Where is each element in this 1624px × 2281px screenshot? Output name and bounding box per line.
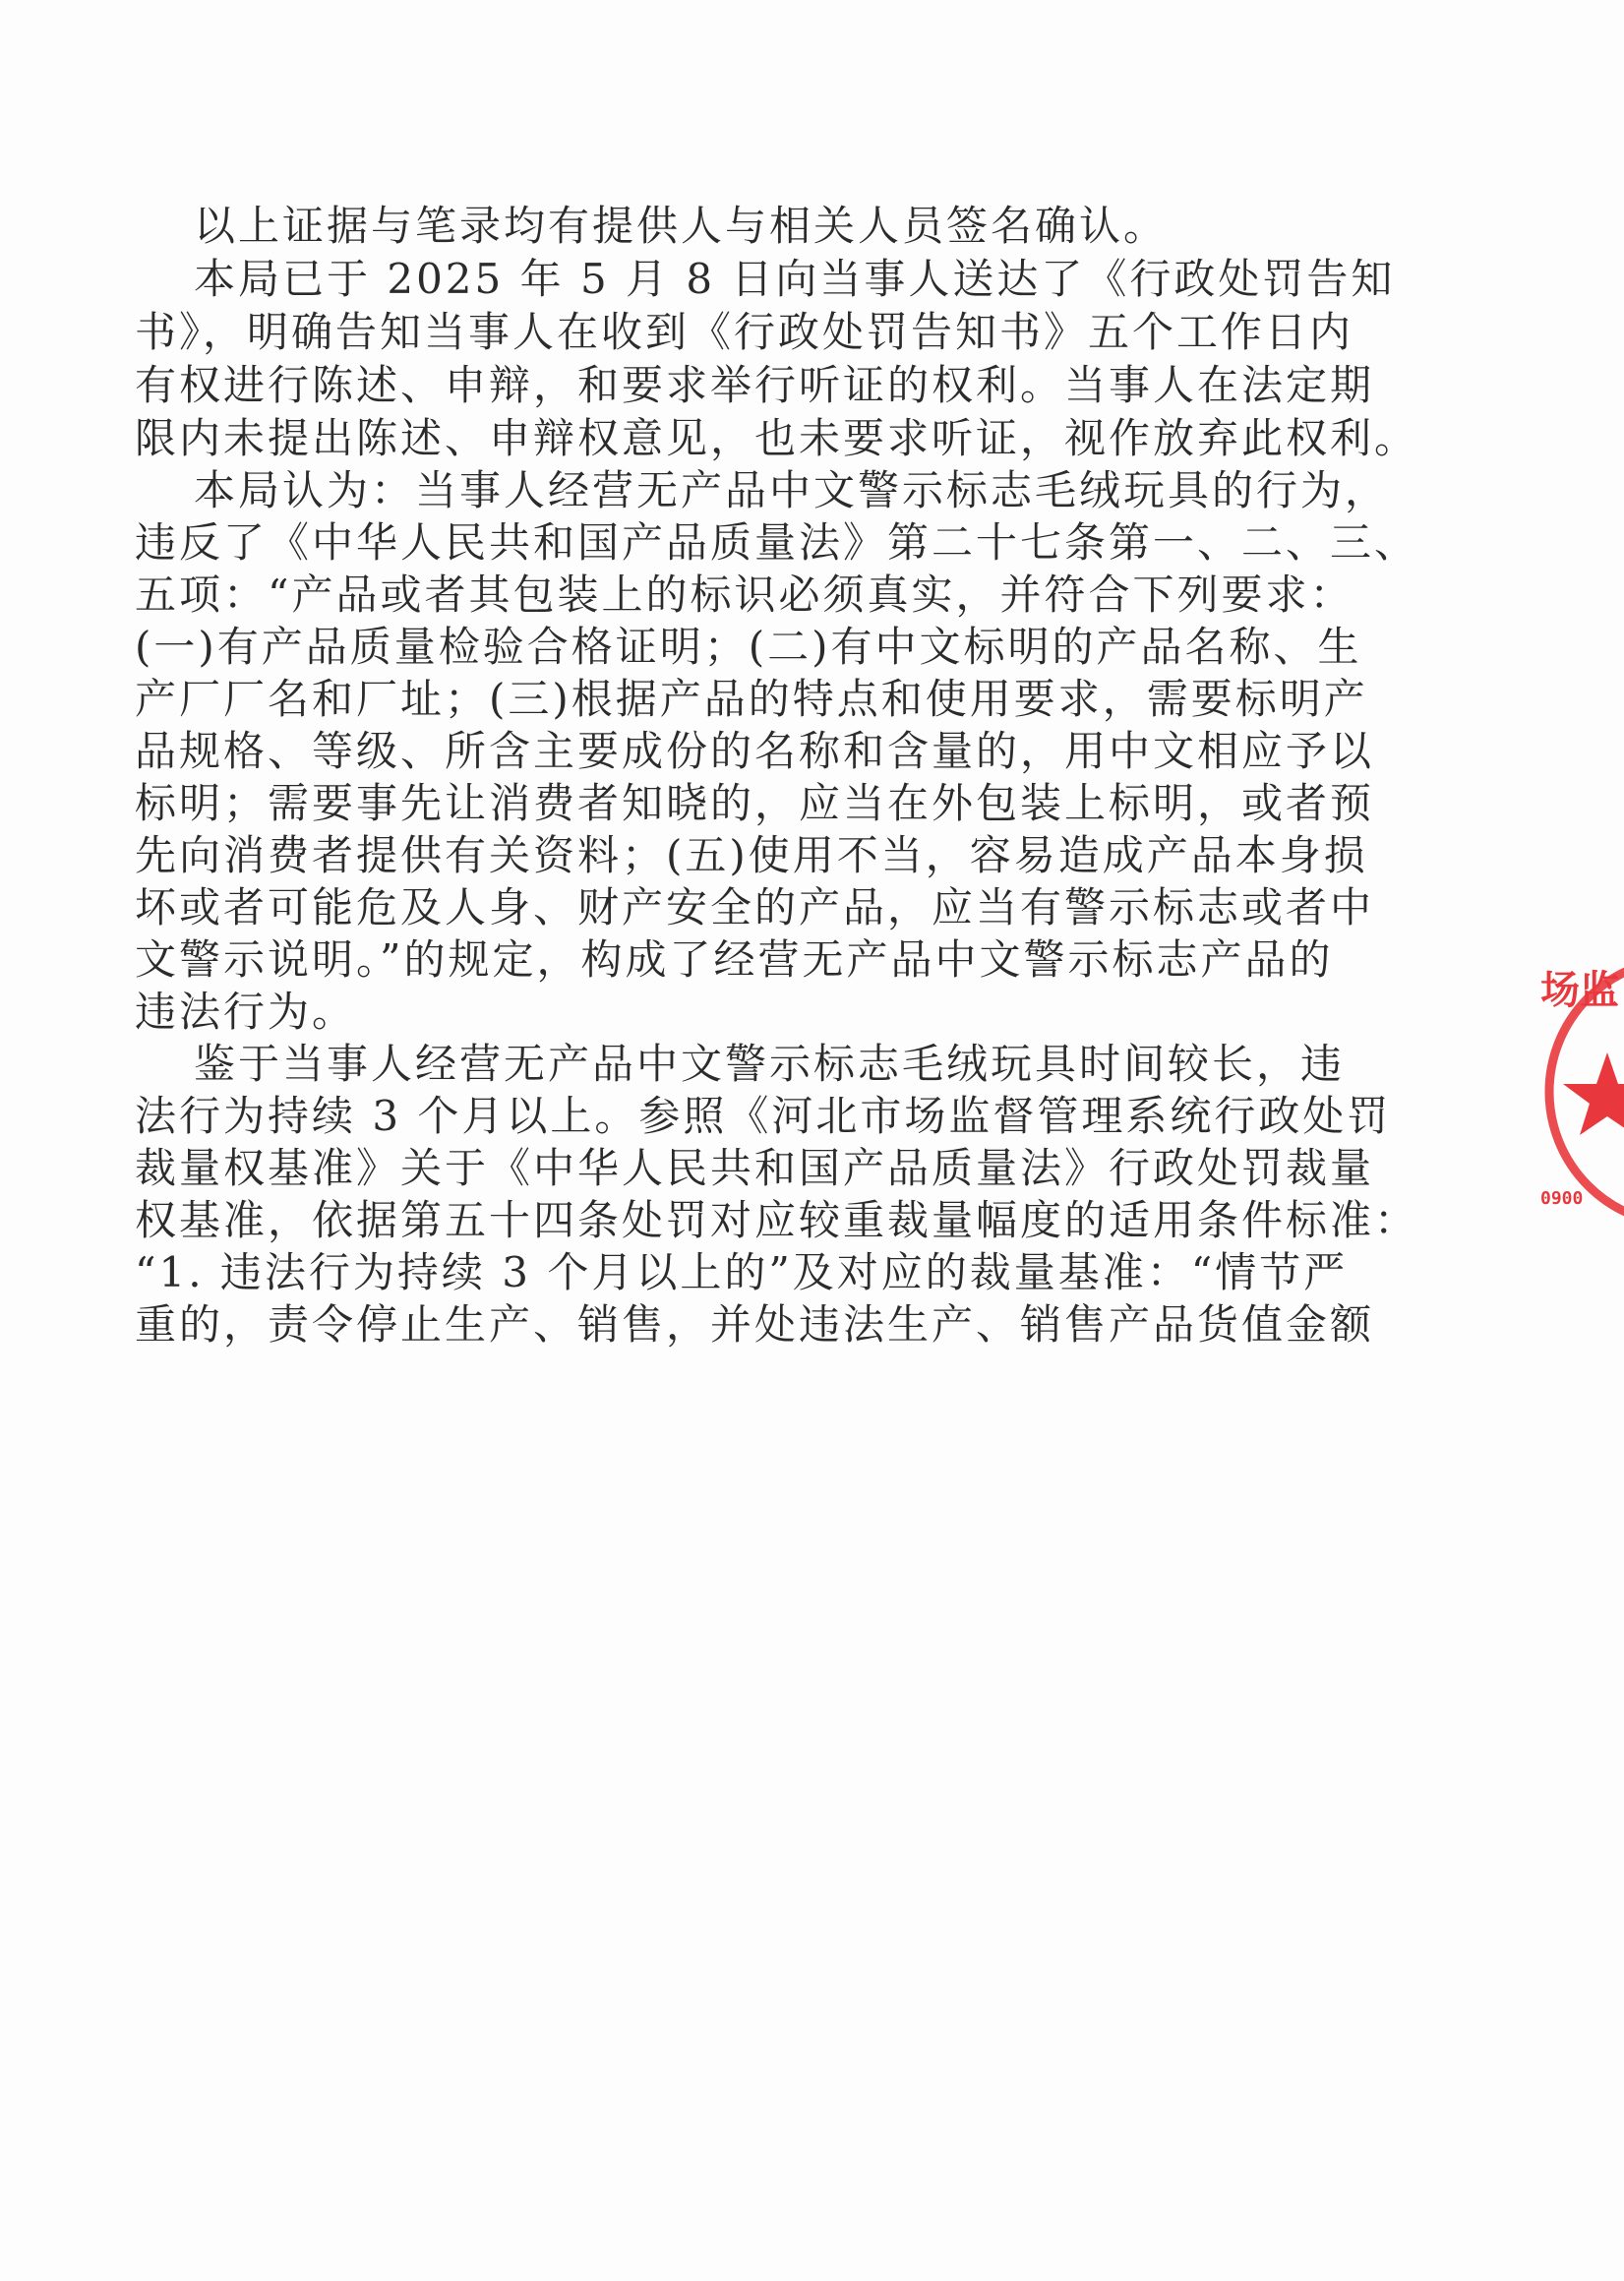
- seal-star-icon: [1563, 1052, 1624, 1135]
- text-line: 文警示说明。”的规定，构成了经营无产品中文警示标志产品的: [135, 935, 1334, 984]
- text-line: 本局认为：当事人经营无产品中文警示标志毛绒玩具的行为，: [194, 466, 1390, 514]
- text-line: 违法行为。: [135, 988, 357, 1036]
- text-line: 重的，责令停止生产、销售，并处违法生产、销售产品货值金额: [135, 1300, 1375, 1349]
- text-line: 权基准，依据第五十四条处罚对应较重裁量幅度的适用条件标准：: [135, 1196, 1419, 1244]
- text-line: 裁量权基准》关于《中华人民共和国产品质量法》行政处罚裁量: [135, 1144, 1375, 1192]
- text-line: 坏或者可能危及人身、财产安全的产品，应当有警示标志或者中: [135, 883, 1375, 931]
- text-line: 限内未提出陈述、申辩权意见，也未要求听证，视作放弃此权利。: [135, 414, 1419, 462]
- svg-text:0900: 0900: [1540, 1188, 1584, 1209]
- text-line: 产厂厂名和厂址；(三)根据产品的特点和使用要求，需要标明产: [135, 675, 1368, 723]
- svg-text:场监: 场监: [1540, 968, 1619, 1013]
- text-line: 鉴于当事人经营无产品中文警示标志毛绒玩具时间较长，违: [194, 1040, 1346, 1088]
- official-seal: [1534, 925, 1624, 1259]
- text-line: 有权进行陈述、申辩，和要求举行听证的权利。当事人在法定期: [135, 361, 1375, 409]
- official-seal-graphic: [1534, 925, 1624, 1259]
- text-line: 标明；需要事先让消费者知晓的，应当在外包装上标明，或者预: [135, 779, 1375, 827]
- text-line: 以上证据与笔录均有提供人与相关人员签名确认。: [194, 202, 1169, 250]
- text-line: 品规格、等级、所含主要成份的名称和含量的，用中文相应予以: [135, 727, 1375, 775]
- text-line: 违反了《中华人民共和国产品质量法》第二十七条第一、二、三、: [135, 518, 1419, 567]
- text-line: “1. 违法行为持续 3 个月以上的”及对应的裁量基准：“情节严: [135, 1248, 1349, 1296]
- text-line: 五项：“产品或者其包装上的标识必须真实，并符合下列要求：: [135, 570, 1354, 619]
- text-line: 法行为持续 3 个月以上。参照《河北市场监督管理系统行政处罚: [135, 1092, 1392, 1140]
- text-line: 先向消费者提供有关资料；(五)使用不当，容易造成产品本身损: [135, 831, 1368, 879]
- text-line: (一)有产品质量检验合格证明；(二)有中文标明的产品名称、生: [135, 623, 1362, 671]
- text-line: 本局已于 2025 年 5 月 8 日向当事人送达了《行政处罚告知: [194, 255, 1396, 303]
- text-line: 书》，明确告知当事人在收到《行政处罚告知书》五个工作日内: [135, 308, 1354, 356]
